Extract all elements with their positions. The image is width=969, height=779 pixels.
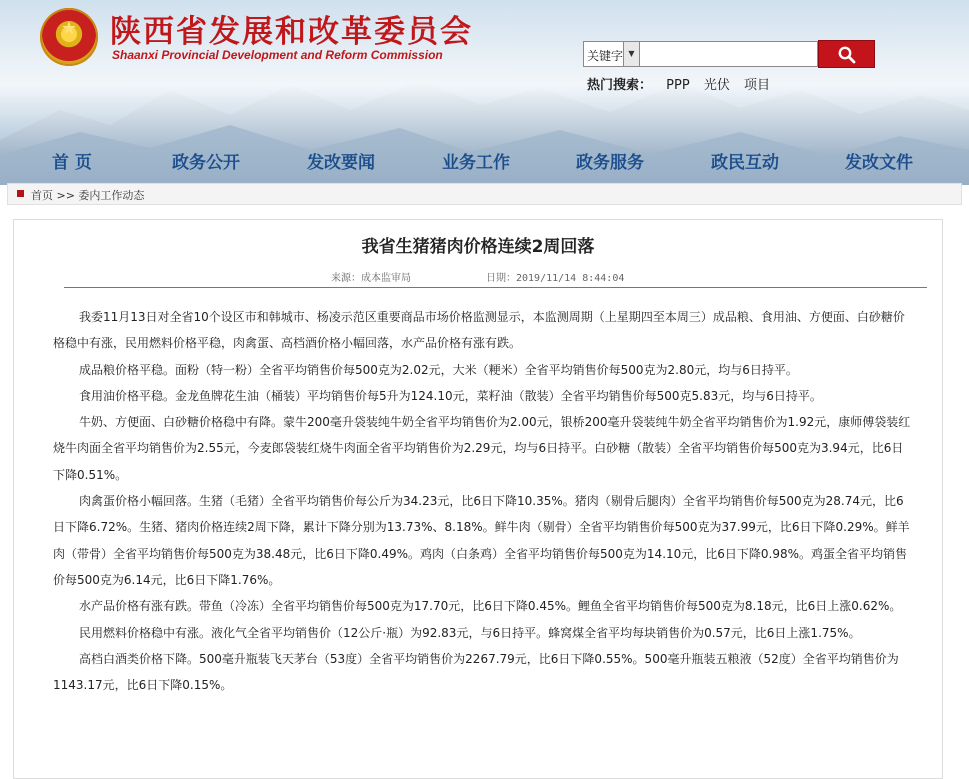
hot-search-link[interactable]: 光伏: [703, 78, 730, 93]
nav-services[interactable]: 政务服务: [576, 153, 644, 173]
hot-search-link[interactable]: 项目: [743, 78, 770, 93]
nav-interaction[interactable]: 政民互动: [711, 153, 779, 173]
nav-documents[interactable]: 发改文件: [845, 153, 913, 173]
article-source: 来源：成本监审局: [331, 273, 411, 284]
main-nav: [0, 148, 969, 176]
hot-search-link[interactable]: PPP: [666, 78, 690, 93]
site-title[interactable]: 陕西省发展和改革委员会: [110, 14, 473, 50]
site-subtitle-en: Shaanxi Provincial Development and Reform Commission: [112, 48, 443, 62]
hot-search-label: 热门搜索：: [587, 78, 653, 93]
article-paragraph: 肉禽蛋价格小幅回落。生猪（毛猪）全省平均销售价每公斤为34.23元，比6日下降10.35%。猪肉（剔骨后腿肉）全省平均销售价每500克为28.74元，比6日下降6.72%。生猪、猪肉价格连续2周下降，累计下降分别为13.73%、8.18%。鲜牛肉（剔骨）全省平均销售价每500克为37.99元，比6日下降0.29%。鲜羊肉（带骨）全省平均销售价每500克为38.48元，比6日下降0.49%。鸡肉（白条鸡）全省平均销售价每500克为14.10元，比6日下降0.98%。鸡蛋全省平均销售价每500克为6.14元，比6日下降1.76%。: [53, 494, 910, 587]
article-paragraph: 成品粮价格平稳。面粉（特一粉）全省平均销售价每500克为2.02元，大米（粳米）全省平均销售价每500克为2.80元，均与6日持平。: [79, 362, 798, 377]
search-icon: [838, 46, 856, 64]
article: [13, 219, 943, 779]
article-paragraph: 我委11月13日对全省10个设区市和韩城市、杨凌示范区重要商品市场价格监测显示，本监测周期（上星期四至本周三）成品粮、食用油、方便面、白砂糖价格稳中有涨，民用燃料价格平稳，肉禽蛋、高档酒价格小幅回落，水产品价格有涨有跌。: [53, 310, 905, 351]
article-paragraph: 牛奶、方便面、白砂糖价格稳中有降。蒙牛200毫升袋装纯牛奶全省平均销售价为2.00元，银桥200毫升袋装纯牛奶全省平均销售价为1.92元，康师傅袋装红烧牛肉面全省平均销售价为2.55元，今麦郎袋装红烧牛肉面全省平均销售价为2.29元，均与6日持平。白砂糖（散装）全省平均销售价每500克为3.94元，比6日下降0.51%。: [53, 415, 911, 482]
chevron-down-icon[interactable]: ▼: [623, 42, 639, 66]
nav-business[interactable]: 业务工作: [442, 153, 510, 173]
divider: [64, 287, 927, 288]
national-emblem-icon[interactable]: ★: [40, 8, 98, 66]
site-header: [0, 0, 969, 185]
article-paragraph: 民用燃料价格稳中有涨。液化气全省平均销售价（12公斤·瓶）为92.83元，与6日持平。蜂窝煤全省平均每块销售价为0.57元，比6日上涨1.75%。: [79, 625, 861, 640]
nav-news[interactable]: 发改要闻: [307, 153, 375, 173]
article-title: 我省生猪猪肉价格连续2周回落: [361, 237, 595, 257]
article-date: 日期：2019/11/14 8:44:04: [486, 273, 625, 284]
article-paragraph: 水产品价格有涨有跌。带鱼（冷冻）全省平均销售价每500克为17.70元，比6日下降0.45%。鲤鱼全省平均销售价每500克为8.18元，比6日上涨0.62%。: [79, 599, 902, 614]
article-body: [53, 304, 911, 698]
search-type-value: 关键字: [587, 49, 624, 63]
nav-home[interactable]: 首 页: [52, 153, 92, 173]
article-paragraph: 高档白酒类价格下降。500毫升瓶装飞天茅台（53度）全省平均销售价为2267.79元，比6日下降0.55%。500毫升瓶装五粮液（52度）全省平均销售价为1143.17元，比6日下降0.15%。: [53, 651, 899, 693]
hot-search: [587, 74, 770, 93]
search-button[interactable]: [818, 40, 875, 68]
nav-government-affairs[interactable]: 政务公开: [172, 153, 240, 173]
breadcrumb: [7, 183, 962, 205]
article-paragraph: 食用油价格平稳。金龙鱼牌花生油（桶装）平均销售价每5升为124.10元，菜籽油（散装）全省平均销售价每500克5.83元，均与6日持平。: [79, 388, 822, 403]
breadcrumb-text[interactable]: 首页 >> 委内工作动态: [31, 189, 145, 202]
bullet-icon: [17, 190, 24, 197]
search-type-select[interactable]: [583, 41, 640, 67]
search-input[interactable]: [640, 41, 818, 67]
